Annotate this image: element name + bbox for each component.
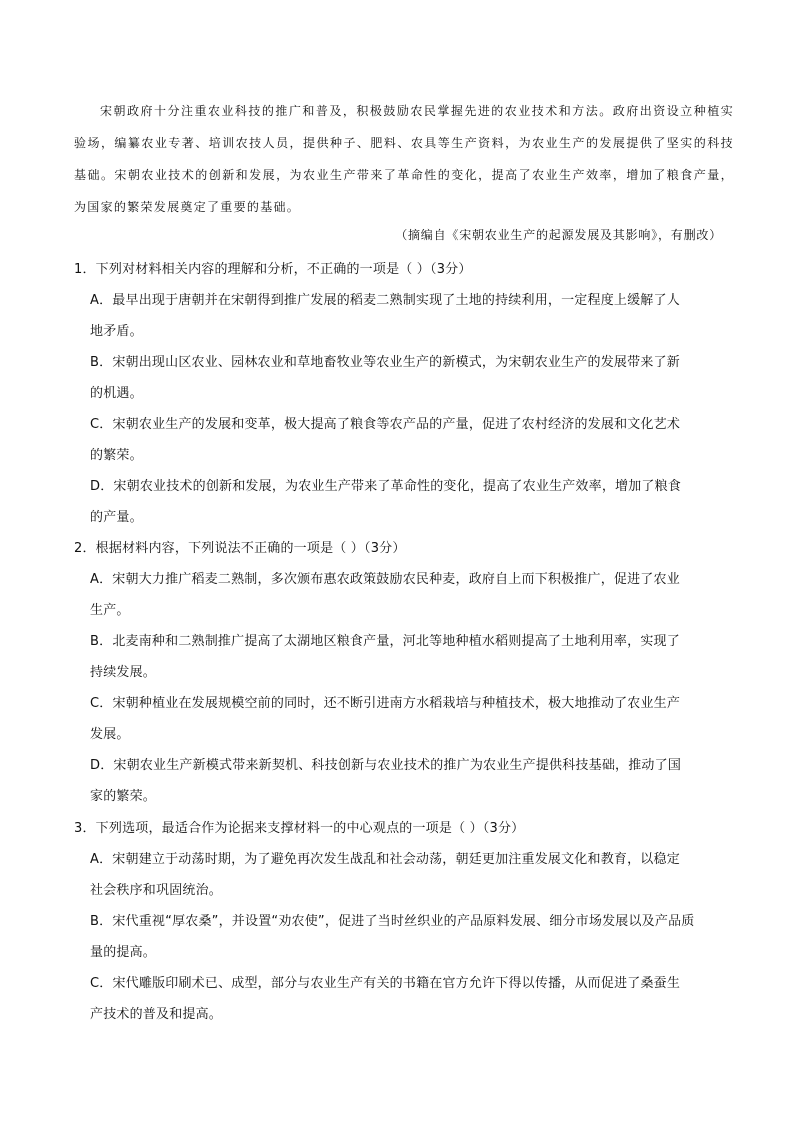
option-label: B．: [90, 914, 113, 929]
option-text-continued: 的机遇。: [90, 386, 143, 401]
option-b: [90, 347, 724, 409]
option-label: D．: [90, 479, 114, 494]
question-stem: 1．下列对材料相关内容的理解和分析，不正确的一项是（ ）（3分）: [74, 262, 472, 277]
option-text: 宋朝农业技术的创新和发展，为农业生产带来了革命性的变化，提高了农业生产效率，增加了粮食: [113, 479, 682, 494]
option-text-continued: 家的繁荣。: [90, 789, 157, 804]
option-text-continued: 量的提高。: [90, 945, 157, 960]
option-text: 宋朝农业生产新模式带来新契机、科技创新与农业技术的推广为农业生产提供科技基础，推动了国: [113, 758, 682, 773]
option-text: 宋代重视“厚农桑”，并设置“劝农使”，促进了当时丝织业的产品原料发展、细分市场发展以及产品质: [112, 914, 695, 929]
option-text: 宋朝出现山区农业、园林农业和草地畜牧业等农业生产的新模式，为宋朝农业生产的发展带来了新: [112, 355, 680, 370]
passage-source: （摘编自《宋朝农业生产的起源发展及其影响》，有删改）: [395, 228, 722, 242]
option-text: 宋朝建立于动荡时期，为了避免再次发生战乱和社会动荡，朝廷更加注重发展文化和教育，以稳定: [112, 852, 680, 867]
option-label: C．: [90, 696, 113, 711]
reading-passage: 宋朝政府十分注重农业科技的推广和普及，积极鼓励农民掌握先进的农业技术和方法。政府出资设立种植实验场，编纂农业专著、培训农技人员，提供种子、肥料、农具等生产资料，为农业生产的发展提供了坚实的科技基础。宋朝农业技术的创新和发展，为农业生产带来了革命性的变化，提高了农业生产效率，增加了粮食产量，为国家的繁荣发展奠定了重要的基础。: [74, 104, 734, 214]
option-label: D．: [90, 758, 114, 773]
option-b: [90, 626, 724, 688]
option-text: 最早出现于唐朝并在宋朝得到推广发展的稻麦二熟制实现了土地的持续利用，一定程度上缓解了人: [112, 293, 680, 308]
option-label: A．: [90, 852, 113, 867]
option-label: C．: [90, 417, 113, 432]
option-label: C．: [90, 976, 113, 991]
option-text: 宋朝种植业在发展规模空前的同时，还不断引进南方水稻栽培与种植技术，极大地推动了农业生产: [112, 696, 681, 711]
option-text-continued: 产技术的普及和提高。: [90, 1007, 223, 1022]
option-label: A．: [90, 293, 113, 308]
question-3: [74, 813, 724, 1030]
option-text-continued: 的繁荣。: [90, 448, 143, 463]
option-c: [90, 688, 724, 750]
option-text-continued: 生产。: [90, 603, 130, 618]
option-b: [90, 906, 724, 968]
question-1: [74, 254, 724, 533]
option-label: A．: [90, 572, 113, 587]
option-text: 宋代雕版印刷术已、成型，部分与农业生产有关的书籍在官方允许下得以传播，从而促进了桑蚕生: [112, 976, 681, 991]
question-stem: 2．根据材料内容，下列说法不正确的一项是（ ）（3分）: [74, 541, 406, 556]
option-text: 宋朝大力推广稻麦二熟制，多次颁布惠农政策鼓励农民种麦，政府自上而下积极推广，促进了农业: [112, 572, 680, 587]
question-stem: 3．下列选项，最适合作为论据来支撑材料一的中心观点的一项是（ ）（3分）: [74, 821, 525, 836]
option-label: B．: [90, 634, 113, 649]
option-text-continued: 地矛盾。: [90, 324, 143, 339]
option-text: 北麦南种和二熟制推广提高了太湖地区粮食产量，河北等地种植水稻则提高了土地利用率，实现了: [112, 634, 680, 649]
option-c: [90, 409, 724, 471]
option-text: 宋朝农业生产的发展和变革，极大提高了粮食等农产品的产量，促进了农村经济的发展和文化艺术: [112, 417, 681, 432]
option-d: [90, 471, 724, 533]
option-text-continued: 社会秩序和巩固统治。: [90, 883, 223, 898]
option-d: [90, 750, 724, 812]
option-text-continued: 持续发展。: [90, 665, 157, 680]
option-a: [90, 285, 724, 347]
option-a: [90, 564, 724, 626]
option-text-continued: 的产量。: [90, 510, 143, 525]
option-a: [90, 844, 724, 906]
option-c: [90, 968, 724, 1030]
question-2: [74, 533, 724, 812]
option-text-continued: 发展。: [90, 727, 130, 742]
option-label: B．: [90, 355, 113, 370]
